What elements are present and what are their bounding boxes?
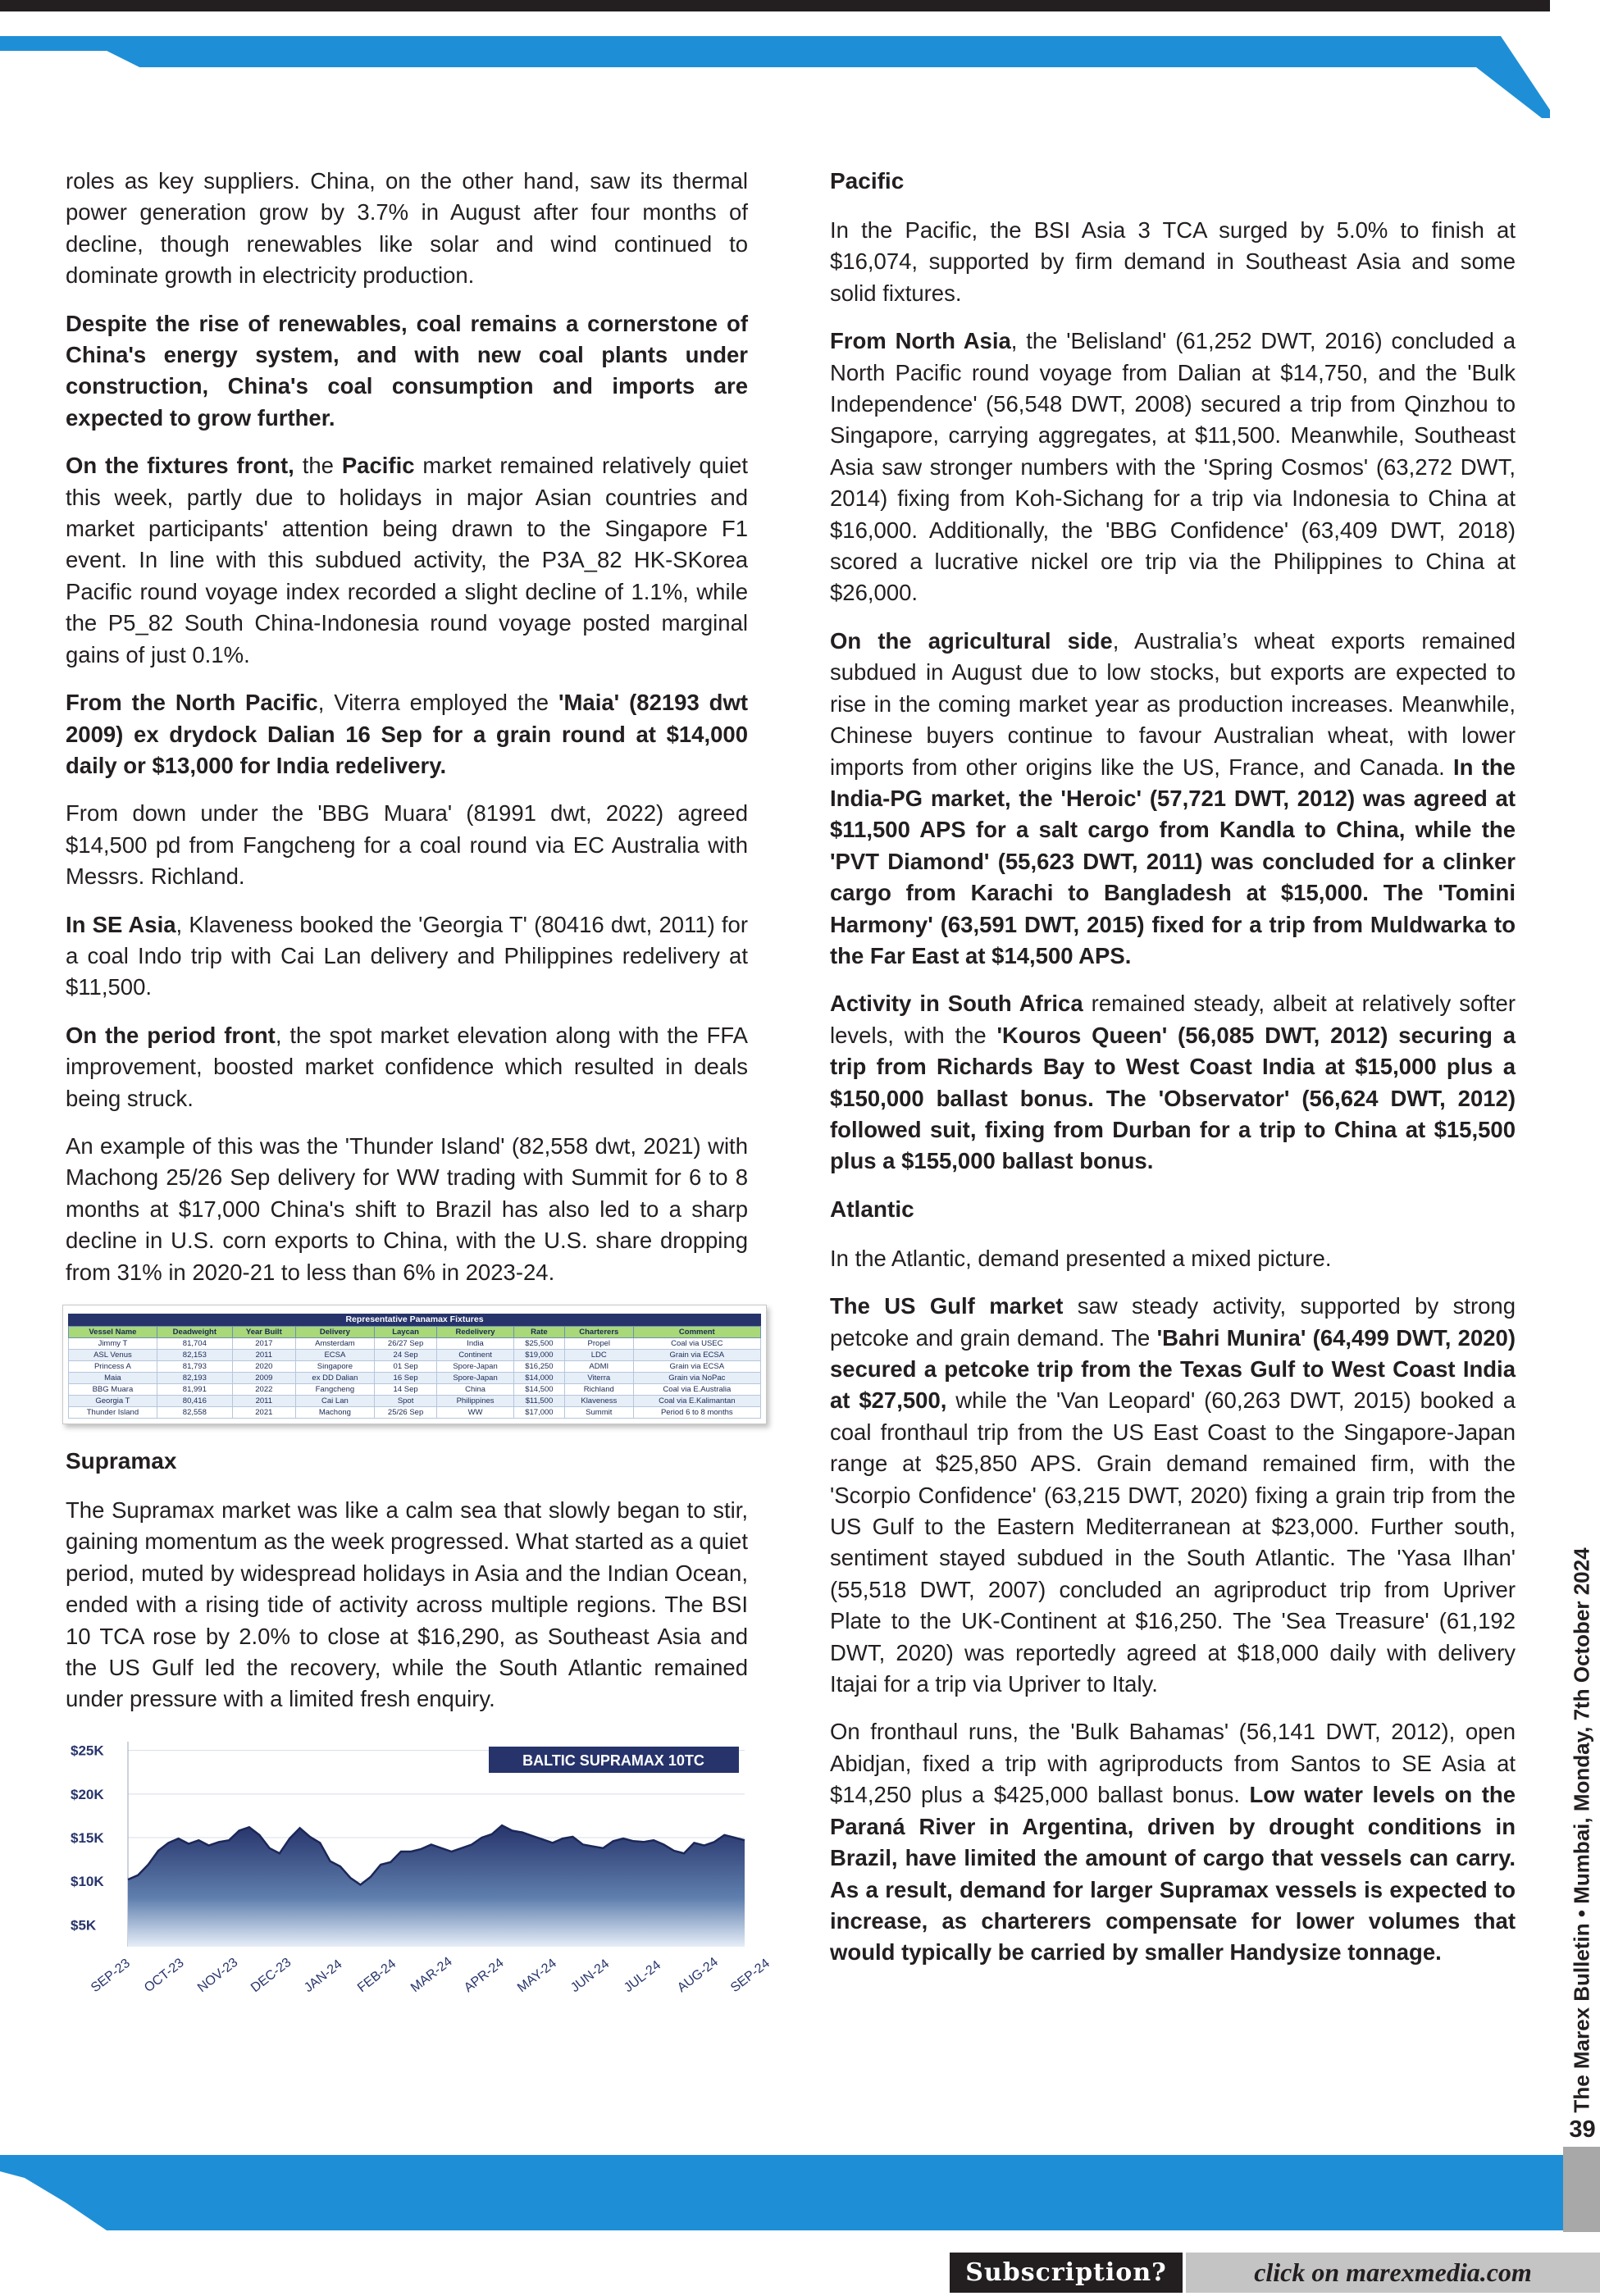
table-cell: Propel xyxy=(564,1338,633,1350)
top-rule xyxy=(0,0,1550,11)
x-tick-label: SEP-23 xyxy=(88,1956,133,1995)
table-cell: 81,704 xyxy=(157,1338,232,1350)
table-cell: 81,991 xyxy=(157,1384,232,1396)
dateline: Mumbai, Monday, 7th October 2024 xyxy=(1569,1547,1594,1904)
table-cell: China xyxy=(437,1384,514,1396)
table-cell: ASL Venus xyxy=(69,1350,157,1361)
table-cell: India xyxy=(437,1338,514,1350)
table-cell: Grain via ECSA xyxy=(633,1350,760,1361)
article-paragraph: In the Atlantic, demand presented a mixed picture. xyxy=(830,1245,1332,1271)
baltic-supramax-chart xyxy=(62,1732,773,2027)
table-header-cell: Deadweight xyxy=(157,1327,232,1338)
table-header-cell: Charterers xyxy=(564,1327,633,1338)
table-cell: 2020 xyxy=(232,1361,295,1373)
y-tick-label: $25K xyxy=(71,1742,104,1759)
table-header-cell: Redelivery xyxy=(437,1327,514,1338)
x-tick-label: DEC-23 xyxy=(248,1955,294,1995)
table-cell: Fangcheng xyxy=(295,1384,374,1396)
table-row xyxy=(69,1338,761,1350)
table-cell: Cai Lan xyxy=(295,1396,374,1407)
x-tick-label: SEP-24 xyxy=(727,1956,773,1995)
table-cell: Spore-Japan xyxy=(437,1361,514,1373)
table-cell: 82,193 xyxy=(157,1373,232,1384)
x-tick-label: APR-24 xyxy=(461,1956,507,1995)
table-cell: Amsterdam xyxy=(295,1338,374,1350)
table-row xyxy=(69,1407,761,1419)
table-cell: 24 Sep xyxy=(374,1350,436,1361)
table-cell: Continent xyxy=(437,1350,514,1361)
y-tick-label: $5K xyxy=(71,1917,97,1934)
table-cell: Jimmy T xyxy=(69,1338,157,1350)
x-tick-label: JUL-24 xyxy=(621,1957,664,1995)
article-paragraph: The Supramax market was like a calm sea that slowly began to stir, gaining momentum as the week progressed. What started as a quiet period, muted by widespread holidays in Asia and the Indian Ocean, ended with a rising tide of activity across multiple regions. The BSI 10 TCA rose by 2.0% to close at $16,290, as Southeast Asia and the US Gulf led the recovery, while the South Atlantic remained under pressure with a limited fresh enquiry. xyxy=(66,1497,748,1712)
article-paragraph: The US Gulf market saw steady activity, supported by strong petcoke and grain demand. The 'Bahri Munira' (64,499 DWT, 2020) secured a petcoke trip from the Texas Gulf to West Coast India at $27,500, while the 'Van Leopard' (60,263 DWT, 2015) booked a coal fronthaul trip from the US East Coast to the Singapore-Japan range at $25,850 APS. Grain demand remained firm, with the 'Scorpio Confidence' (63,215 DWT, 2020) fixing a grain trip from the US Gulf to the Eastern Mediterranean at $23,000. Further south, sentiment stayed subdued in the South Atlantic. The 'Yasa Ilhan' (55,518 DWT, 2007) concluded an agriproduct trip from Upriver Plate to the UK-Continent at $16,250. The 'Sea Treasure' (61,192 DWT, 2020) was reportedly agreed at $18,000 daily with delivery Itajai for a trip via Upriver to Italy. xyxy=(830,1293,1516,1697)
table-header-cell: Year Built xyxy=(232,1327,295,1338)
x-tick-label: JUN-24 xyxy=(568,1957,613,1995)
article-paragraph: From the North Pacific, Viterra employed the 'Maia' (82193 dwt 2009) ex drydock Dalian 16 Sep for a grain round at $14,000 daily or $13,000 for India redelivery. xyxy=(66,690,748,778)
table-header-cell: Comment xyxy=(633,1327,760,1338)
table-row xyxy=(69,1384,761,1396)
table-cell: 25/26 Sep xyxy=(374,1407,436,1419)
article-paragraph: In SE Asia, Klaveness booked the 'Georgia T' (80416 dwt, 2011) for a coal Indo trip with Cai Lan delivery and Philippines redelivery at $11,500. xyxy=(66,911,748,1000)
publication-name: The Marex Bulletin xyxy=(1569,1923,1594,2113)
section-heading-atlantic: Atlantic xyxy=(830,1196,914,1222)
y-tick-label: $15K xyxy=(71,1829,104,1846)
subscription-link[interactable]: click on marexmedia.com xyxy=(1186,2253,1600,2293)
bullet-separator: • xyxy=(1569,1910,1594,1918)
table-header-row xyxy=(69,1327,761,1338)
table-cell: LDC xyxy=(564,1350,633,1361)
left-column xyxy=(66,166,773,2027)
table-cell: Grain via ECSA xyxy=(633,1361,760,1373)
table-header-cell: Vessel Name xyxy=(69,1327,157,1338)
x-tick-label: AUG-24 xyxy=(674,1955,722,1995)
table-header-cell: Rate xyxy=(513,1327,564,1338)
table-cell: Period 6 to 8 months xyxy=(633,1407,760,1419)
table-cell: 81,793 xyxy=(157,1361,232,1373)
table-cell: 82,153 xyxy=(157,1350,232,1361)
table-row xyxy=(69,1361,761,1373)
table-row xyxy=(69,1350,761,1361)
table-cell: $14,000 xyxy=(513,1373,564,1384)
table-cell: $11,500 xyxy=(513,1396,564,1407)
table-cell: 2021 xyxy=(232,1407,295,1419)
article-paragraph: In the Pacific, the BSI Asia 3 TCA surged by 5.0% to finish at $16,074, supported by firm demand in Southeast Asia and some solid fixtures. xyxy=(830,217,1516,306)
table-cell: 14 Sep xyxy=(374,1384,436,1396)
table-cell: ECSA xyxy=(295,1350,374,1361)
article-paragraph: On fronthaul runs, the 'Bulk Bahamas' (56,141 DWT, 2012), open Abidjan, fixed a trip with agriproducts from Santos to SE Asia at $14,250 plus a $425,000 ballast bonus. Low water levels on the Paraná River in Argentina, driven by drought conditions in Brazil, have limited the amount of cargo that vessels can carry. As a result, demand for larger Supramax vessels is expected to increase, as charterers compensate for lower volumes that would typically be carried by smaller Handysize tonnage. xyxy=(830,1719,1516,1966)
x-tick-label: NOV-23 xyxy=(194,1955,241,1995)
table-cell: Spore-Japan xyxy=(437,1373,514,1384)
article-paragraph: From North Asia, the 'Belisland' (61,252 DWT, 2016) concluded a North Pacific round voyage from Dalian at $14,750, and the 'Bulk Independence' (56,548 DWT, 2008) secured a trip from Qinzhou to Singapore, carrying aggregates, at $11,500. Meanwhile, Southeast Asia saw stronger numbers with the 'Spring Cosmos' (63,272 DWT, 2014) fixing from Koh-Sichang for a trip via Indonesia to China at $16,000. Additionally, the 'BBG Confidence' (63,409 DWT, 2018) scored a lucrative nickel ore trip via the Philippines to China at $26,000. xyxy=(830,328,1516,606)
table-cell: Georgia T xyxy=(69,1396,157,1407)
table-cell: Richland xyxy=(564,1384,633,1396)
table-cell: ADMI xyxy=(564,1361,633,1373)
table-cell: Klaveness xyxy=(564,1396,633,1407)
table-cell: Princess A xyxy=(69,1361,157,1373)
sidebar-dateline xyxy=(1570,1547,1595,2112)
table-cell: 2017 xyxy=(232,1338,295,1350)
section-heading-supramax: Supramax xyxy=(66,1448,177,1474)
bottom-blue-banner xyxy=(0,2155,1600,2230)
article-paragraph: On the agricultural side, Australia’s wheat exports remained subdued in August due to low stocks, but exports are expected to rise in the coming market year as production increases. Meanwhile, Chinese buyers continue to favour Australian wheat, with lower imports from other origins like the US, France, and Canada. In the India-PG market, the 'Heroic' (57,721 DWT, 2012) was agreed at $11,500 APS for a salt cargo from Kandla to China, while the 'PVT Diamond' (55,623 DWT, 2011) was concluded for a clinker cargo from Karachi to Bangladesh at $15,000. The 'Tomini Harmony' (63,591 DWT, 2015) fixed for a trip from Muldwarka to the Far East at $14,500 APS. xyxy=(830,627,1516,968)
table-cell: 2009 xyxy=(232,1373,295,1384)
table-row xyxy=(69,1373,761,1384)
table-cell: $14,500 xyxy=(513,1384,564,1396)
table-cell: $17,000 xyxy=(513,1407,564,1419)
table-cell: Machong xyxy=(295,1407,374,1419)
table-cell: 2022 xyxy=(232,1384,295,1396)
x-tick-label: MAY-24 xyxy=(514,1956,559,1995)
table-cell: Maia xyxy=(69,1373,157,1384)
top-blue-banner xyxy=(0,36,1600,118)
article-paragraph: On the fixtures front, the Pacific market remained relatively quiet this week, partly due to holidays in major Asian countries and market participants' attention being drawn to the Singapore F1 event. In line with this subdued activity, the P3A_82 HK-SKorea Pacific round voyage index recorded a slight decline of 1.1%, while the P5_82 South China-Indonesia round voyage posted marginal gains of just 0.1%. xyxy=(66,453,748,667)
table-title: Representative Panamax Fixtures xyxy=(68,1314,761,1326)
article-paragraph: roles as key suppliers. China, on the other hand, saw its thermal power generation grow by 3.7% in August after four months of decline, though renewables like solar and wind continued to dominate growth in electricity production. xyxy=(66,168,748,289)
x-tick-label: OCT-23 xyxy=(141,1956,187,1995)
table-header-cell: Laycan xyxy=(374,1327,436,1338)
table-cell: $16,250 xyxy=(513,1361,564,1373)
article-paragraph: An example of this was the 'Thunder Island' (82,558 dwt, 2021) with Machong 25/26 Sep delivery for WW trading with Summit for 6 to 8 months at $17,000 China's shift to Brazil has also led to a sharp decline in U.S. corn exports to China, with the U.S. share dropping from 31% in 2020-21 to less than 6% in 2023-24. xyxy=(66,1132,748,1285)
table-cell: Philippines xyxy=(437,1396,514,1407)
panamax-fixtures-table xyxy=(62,1305,767,1424)
article-paragraph: Despite the rise of renewables, coal remains a cornerstone of China's energy system, and with new coal plants under construction, China's coal consumption and imports are expected to grow further. xyxy=(66,310,748,430)
table-cell: Summit xyxy=(564,1407,633,1419)
chart-title: BALTIC SUPRAMAX 10TC xyxy=(522,1752,704,1769)
table-cell: Coal via E.Australia xyxy=(633,1384,760,1396)
table-header-cell: Delivery xyxy=(295,1327,374,1338)
table-cell: Viterra xyxy=(564,1373,633,1384)
table-cell: BBG Muara xyxy=(69,1384,157,1396)
sidebar-grey-strip xyxy=(1563,2147,1600,2232)
table-cell: Spot xyxy=(374,1396,436,1407)
table-cell: 2011 xyxy=(232,1396,295,1407)
table-cell: WW xyxy=(437,1407,514,1419)
table-cell: 82,558 xyxy=(157,1407,232,1419)
table-cell: $25,500 xyxy=(513,1338,564,1350)
table-cell: $19,000 xyxy=(513,1350,564,1361)
table-cell: 2011 xyxy=(232,1350,295,1361)
table-row xyxy=(69,1396,761,1407)
section-heading-pacific: Pacific xyxy=(830,168,905,194)
article-paragraph: Activity in South Africa remained steady, albeit at relatively softer levels, with the 'Kouros Queen' (56,085 DWT, 2012) securing a trip from Richards Bay to West Coast India at $15,000 plus a $150,000 ballast bonus. The 'Observator' (56,624 DWT, 2012) followed suit, fixing from Durban for a trip to China at $15,500 plus a $155,000 ballast bonus. xyxy=(830,991,1516,1174)
table-cell: Thunder Island xyxy=(69,1407,157,1419)
x-tick-label: MAR-24 xyxy=(408,1954,455,1995)
x-tick-label: JAN-24 xyxy=(301,1957,345,1995)
x-tick-label: FEB-24 xyxy=(354,1957,399,1995)
page-number: 39 xyxy=(1569,2116,1596,2143)
table-cell: 16 Sep xyxy=(374,1373,436,1384)
table-cell: 01 Sep xyxy=(374,1361,436,1373)
y-tick-label: $20K xyxy=(71,1786,104,1802)
table-cell: ex DD Dalian xyxy=(295,1373,374,1384)
table-cell: 26/27 Sep xyxy=(374,1338,436,1350)
subscription-label[interactable]: Subscription? xyxy=(950,2253,1183,2293)
right-column xyxy=(830,166,1516,1985)
table-cell: Coal via USEC xyxy=(633,1338,760,1350)
y-tick-label: $10K xyxy=(71,1874,104,1890)
table-cell: Singapore xyxy=(295,1361,374,1373)
table-cell: Coal via E.Kalimantan xyxy=(633,1396,760,1407)
table-cell: Grain via NoPac xyxy=(633,1373,760,1384)
table-cell: 80,416 xyxy=(157,1396,232,1407)
article-paragraph: From down under the 'BBG Muara' (81991 dwt, 2022) agreed $14,500 pd from Fangcheng for a coal round via EC Australia with Messrs. Richland. xyxy=(66,800,748,890)
article-paragraph: On the period front, the spot market elevation along with the FFA improvement, boosted market confidence which resulted in deals being struck. xyxy=(66,1022,748,1111)
